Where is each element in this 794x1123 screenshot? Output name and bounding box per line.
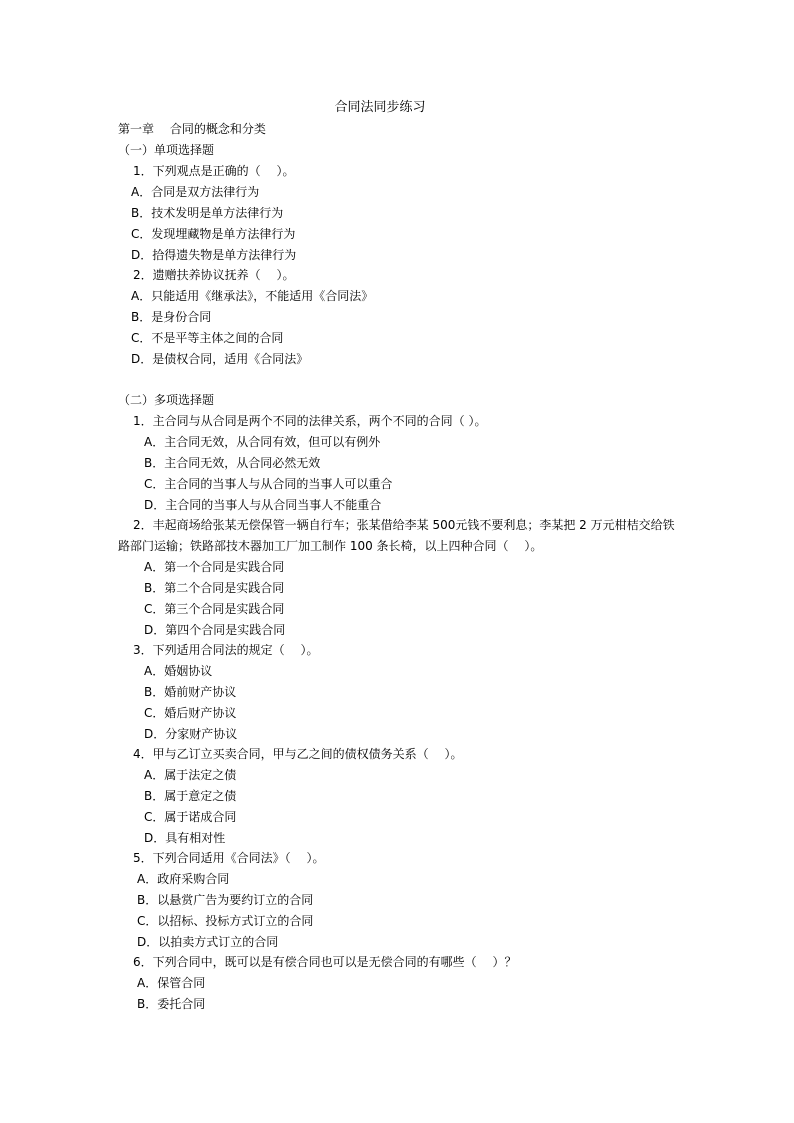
document-title: 合同法同步练习 xyxy=(334,100,426,115)
answer-option: B．委托合同 xyxy=(137,997,206,1011)
answer-option: A．保管合同 xyxy=(137,976,206,990)
answer-option: B．技术发明是单方法律行为 xyxy=(131,206,284,220)
answer-option: C．发现埋藏物是单方法律行为 xyxy=(131,227,296,241)
chapter-heading: 第一章 合同的概念和分类 xyxy=(118,122,266,136)
answer-option: B．主合同无效，从合同必然无效 xyxy=(144,456,321,470)
answer-option: A．只能适用《继承法》，不能适用《合同法》 xyxy=(131,289,374,303)
answer-option: A．主合同无效，从合同有效，但可以有例外 xyxy=(144,435,381,449)
answer-option: D．第四个合同是实践合同 xyxy=(144,623,286,637)
question-stem: 4．甲与乙订立买卖合同，甲与乙之间的债权债务关系（ ）。 xyxy=(133,747,463,761)
answer-option: C．主合同的当事人与从合同的当事人可以重合 xyxy=(144,477,393,491)
answer-option: B．属于意定之债 xyxy=(144,789,237,803)
answer-option: B．婚前财产协议 xyxy=(144,685,237,699)
answer-option: D．是债权合同，适用《合同法》 xyxy=(131,352,309,366)
question-stem-continuation: 路部门运输；铁路部技木器加工厂加工制作 100 条长椅，以上四种合同（ ）。 xyxy=(118,539,543,553)
answer-option: A．婚姻协议 xyxy=(144,664,213,678)
answer-option: C．第三个合同是实践合同 xyxy=(144,602,285,616)
answer-option: D．分家财产协议 xyxy=(144,727,238,741)
answer-option: C．不是平等主体之间的合同 xyxy=(131,331,284,345)
answer-option: A．属于法定之债 xyxy=(144,768,237,782)
answer-option: B．以悬赏广告为要约订立的合同 xyxy=(137,893,314,907)
answer-option: D．以拍卖方式订立的合同 xyxy=(137,935,279,949)
section-heading-multiple-choice: （二）多项选择题 xyxy=(118,393,215,407)
question-stem: 6．下列合同中，既可以是有偿合同也可以是无偿合同的有哪些（ ）？ xyxy=(133,955,517,969)
answer-option: A．合同是双方法律行为 xyxy=(131,185,260,199)
section-heading-single-choice: （一）单项选择题 xyxy=(118,143,215,157)
question-stem: 5．下列合同适用《合同法》（ ）。 xyxy=(133,851,325,865)
answer-option: C．属于诺成合同 xyxy=(144,810,237,824)
question-stem: 2．遗赠扶养协议抚养（ ）。 xyxy=(133,268,295,282)
answer-option: D．具有相对性 xyxy=(144,831,226,845)
question-stem: 3．下列适用合同法的规定（ ）。 xyxy=(133,643,319,657)
answer-option: A．政府采购合同 xyxy=(137,872,230,886)
answer-option: C．婚后财产协议 xyxy=(144,706,237,720)
answer-option: A．第一个合同是实践合同 xyxy=(144,560,285,574)
answer-option: B．是身份合同 xyxy=(131,310,212,324)
question-stem: 2．丰起商场给张某无偿保管一辆自行车；张某借给李某 500元钱不要利息；李某把 2 万元柑桔交给铁 xyxy=(133,518,675,532)
answer-option: C．以招标、投标方式订立的合同 xyxy=(137,914,314,928)
answer-option: D．拾得遗失物是单方法律行为 xyxy=(131,248,297,262)
question-stem: 1．主合同与从合同是两个不同的法律关系，两个不同的合同（ ）。 xyxy=(133,414,487,428)
question-stem: 1．下列观点是正确的（ ）。 xyxy=(133,164,295,178)
answer-option: D．主合同的当事人与从合同当事人不能重合 xyxy=(144,498,382,512)
answer-option: B．第二个合同是实践合同 xyxy=(144,581,285,595)
